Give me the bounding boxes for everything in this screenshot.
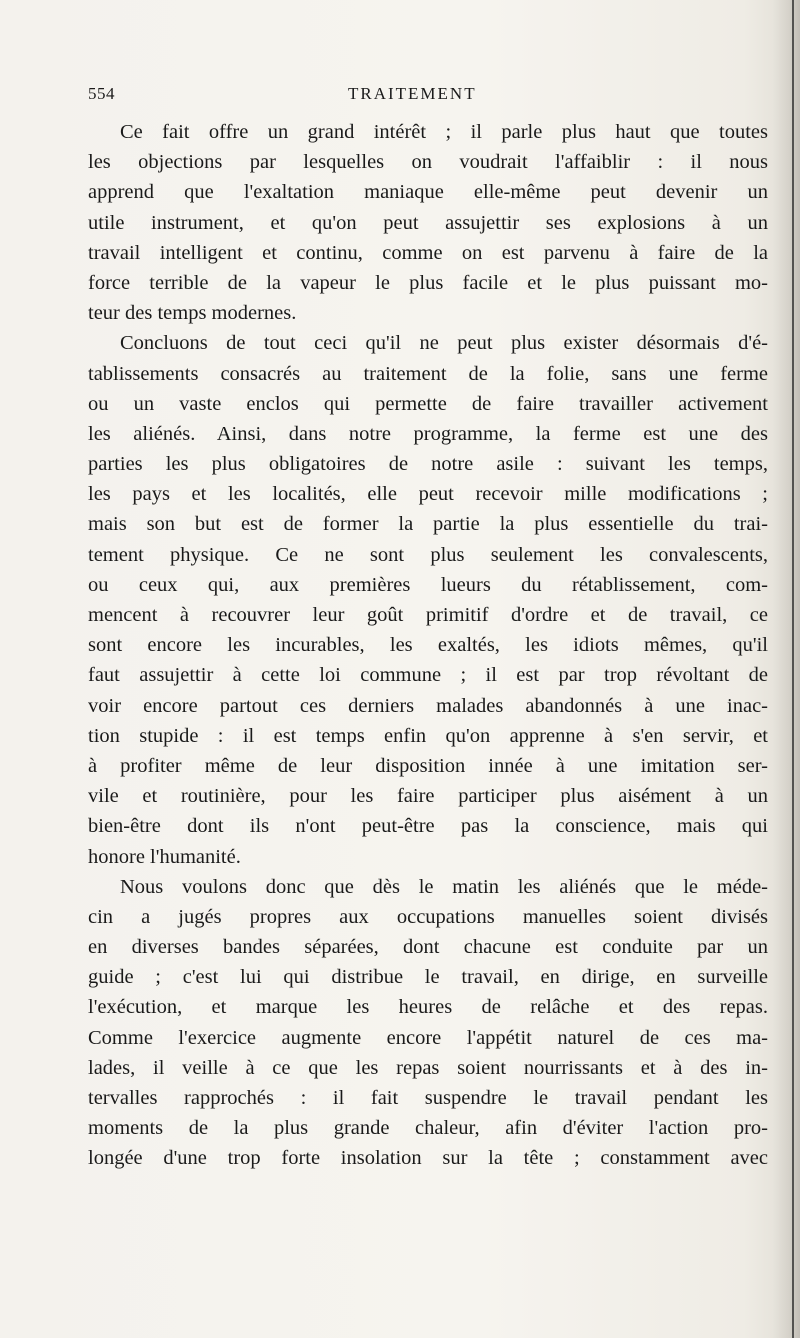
text-line: faut assujettir à cette loi commune ; il est par trop révoltant de bbox=[88, 664, 768, 687]
text-line: Comme l'exercice augmente encore l'appétit naturel de ces ma- bbox=[88, 1026, 768, 1049]
text-line: parties les plus obligatoires de notre asile : suivant les temps, bbox=[88, 453, 768, 476]
text-line: à profiter même de leur disposition innée à une imitation ser- bbox=[88, 754, 768, 777]
text-line: utile instrument, et qu'on peut assujettir ses explosions à un bbox=[88, 211, 768, 234]
text-line: honore l'humanité. bbox=[88, 845, 241, 868]
text-line: Nous voulons donc que dès le matin les aliénés que le méde- bbox=[120, 875, 768, 898]
text-line: guide ; c'est lui qui distribue le travail, en dirige, en surveille bbox=[88, 966, 768, 989]
text-line: teur des temps modernes. bbox=[88, 302, 297, 325]
text-line: tablissements consacrés au traitement de la folie, sans une ferme bbox=[88, 362, 768, 385]
text-line: moments de la plus grande chaleur, afin d'éviter l'action pro- bbox=[88, 1117, 768, 1140]
page-number: 554 bbox=[88, 84, 115, 103]
text-line: force terrible de la vapeur le plus facile et le plus puissant mo- bbox=[88, 271, 768, 294]
text-line: ou un vaste enclos qui permette de faire travailler activement bbox=[88, 392, 768, 415]
text-line: voir encore partout ces derniers malades abandonnés à une inac- bbox=[88, 694, 768, 717]
text-line: lades, il veille à ce que les repas soient nourrissants et à des in- bbox=[88, 1056, 768, 1079]
text-line: les objections par lesquelles on voudrait l'affaiblir : il nous bbox=[88, 151, 768, 174]
text-line: mencent à recouvrer leur goût primitif d'ordre et de travail, ce bbox=[88, 604, 768, 626]
text-line: longée d'une trop forte insolation sur la tête ; constamment avec bbox=[88, 1147, 768, 1170]
page-edge-line bbox=[792, 0, 794, 1338]
page-header bbox=[88, 84, 728, 110]
text-line: apprend que l'exaltation maniaque elle-même peut devenir un bbox=[88, 181, 768, 204]
text-line: les aliénés. Ainsi, dans notre programme, la ferme est une des bbox=[88, 422, 768, 445]
page-edge-shadow bbox=[772, 0, 800, 1338]
text-line: tervalles rapprochés : il fait suspendre le travail pendant les bbox=[88, 1087, 768, 1109]
text-line: tion stupide : il est temps enfin qu'on apprenne à s'en servir, et bbox=[88, 724, 768, 747]
text-line: sont encore les incurables, les exaltés, les idiots mêmes, qu'il bbox=[88, 634, 768, 657]
text-line: travail intelligent et continu, comme on est parvenu à faire de la bbox=[88, 241, 768, 264]
text-line: mais son but est de former la partie la plus essentielle du trai- bbox=[88, 513, 768, 536]
body-text bbox=[88, 117, 768, 1174]
text-line: cin a jugés propres aux occupations manuelles soient divisés bbox=[88, 905, 768, 928]
text-line: vile et routinière, pour les faire participer plus aisément à un bbox=[88, 785, 768, 808]
text-line: en diverses bandes séparées, dont chacune est conduite par un bbox=[88, 936, 768, 959]
text-line: bien-être dont ils n'ont peut-être pas la conscience, mais qui bbox=[88, 815, 768, 838]
text-line: l'exécution, et marque les heures de relâche et des repas. bbox=[88, 996, 768, 1019]
text-line: Concluons de tout ceci qu'il ne peut plus exister désormais d'é- bbox=[120, 332, 768, 355]
text-line: ou ceux qui, aux premières lueurs du rétablissement, com- bbox=[88, 573, 768, 596]
running-title: TRAITEMENT bbox=[348, 84, 477, 103]
text-line: les pays et les localités, elle peut recevoir mille modifications ; bbox=[88, 483, 768, 506]
text-line: tement physique. Ce ne sont plus seulement les convalescents, bbox=[88, 543, 768, 566]
text-line: Ce fait offre un grand intérêt ; il parle plus haut que toutes bbox=[120, 121, 768, 143]
